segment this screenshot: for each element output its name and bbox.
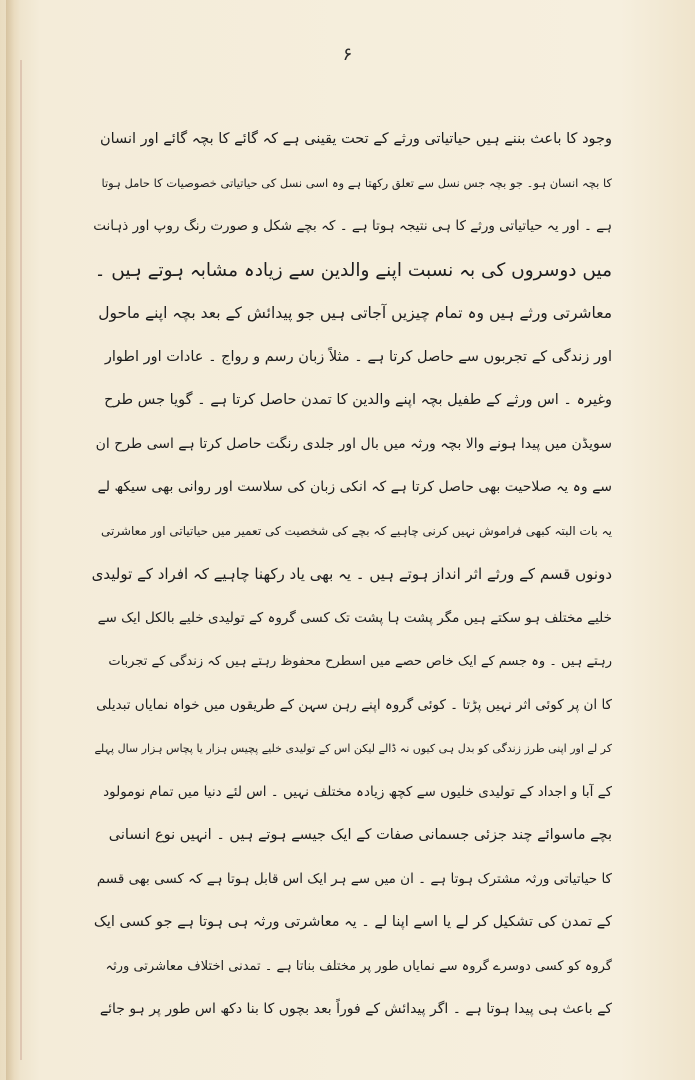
text-line: خلیے مختلف ہو سکتے ہیں مگر پشت ہا پشت تک کسی گروہ کے تولیدی خلیے بالکل ایک سے — [97, 609, 612, 626]
text-line: سویڈن میں پیدا ہونے والا بچہ ورثہ میں بال اور جلدی رنگت حاصل کرتا ہے اسی طرح ان — [95, 435, 612, 452]
text-line: دونوں قسم کے ورثے اثر انداز ہوتے ہیں ۔ یہ بھی یاد رکھنا چاہیے کہ افراد کے تولیدی — [92, 565, 612, 583]
page-binding-shadow — [6, 0, 20, 1080]
text-line: گروہ کو کسی دوسرے گروہ سے نمایاں طور پر مختلف بناتا ہے ۔ تمدنی اختلاف معاشرتی ورثہ — [105, 958, 612, 974]
text-line: رہتے ہیں ۔ وہ جسم کے ایک خاص حصے میں اسطرح محفوظ رہتے ہیں کہ زندگی کے تجربات — [108, 654, 612, 669]
binding-line — [20, 60, 22, 1060]
text-line: وغیرہ ۔ اس ورثے کے طفیل بچہ اپنے والدین کا تمدن حاصل کرتا ہے ۔ گویا جس طرح — [104, 392, 612, 408]
text-line: کا بچہ انسان ہو۔ جو بچہ جس نسل سے تعلق رکھتا ہے وہ اسی نسل کی حیاتیاتی خصوصیات کا حامل ہوتا — [101, 175, 612, 190]
text-line: ہے ۔ اور یہ حیاتیاتی ورثے کا ہی نتیجہ ہوتا ہے ۔ کہ بچے شکل و صورت رنگ روپ اور ذہانت — [93, 218, 612, 234]
text-line: یہ بات البتہ کبھی فراموش نہیں کرنی چاہیے کہ بچے کی شخصیت کی تعمیر میں حیاتیاتی اور معاشرتی — [100, 523, 612, 538]
text-line: کر لے اور اپنی طرز زندگی کو بدل ہی کیوں نہ ڈالے لیکن اس کے تولیدی خلیے پچیس ہزار یا پچاس ہزار سال پہلے — [94, 742, 612, 755]
text-line: سے وہ یہ صلاحیت بھی حاصل کرتا ہے کہ انکی زبان کی سلاست اور روانی بھی سیکھ لے — [97, 479, 612, 495]
text-line: کے باعث ہی پیدا ہوتا ہے ۔ اگر پیدائش کے فوراً بعد بچوں کا بنا دکھ اس طور پر ہو جائے — [99, 1001, 612, 1017]
text-line: وجود کا باعث بننے ہیں حیاتیاتی ورثے کے تحت یقینی ہے کہ گائے کا بچہ گائے اور انسان — [99, 131, 612, 147]
text-line: کا ان پر کوئی اثر نہیں پڑتا ۔ کوئی گروہ اپنے رہن سہن کے طریقوں میں خواہ نمایاں تبدیلی — [96, 696, 612, 713]
page-number: ۶ — [342, 44, 353, 65]
body-text — [92, 118, 612, 1032]
text-line: بچے ماسوائے چند جزئی جسمانی صفات کے ایک جیسے ہوتے ہیں ۔ انہیں نوع انسانی — [108, 827, 612, 843]
text-line: کے تمدن کی تشکیل کر لے یا اسے اپنا لے ۔ یہ معاشرتی ورثہ ہی ہوتا ہے جو کسی ایک — [93, 914, 612, 930]
text-line: اور زندگی کے تجربوں سے حاصل کرتا ہے ۔ مثلاً زبان رسم و رواج ۔ عادات اور اطوار — [104, 348, 612, 365]
text-line: میں دوسروں کی بہ نسبت اپنے والدین سے زیادہ مشابہ ہوتے ہیں ۔ — [94, 259, 612, 281]
text-line: کا حیاتیاتی ورثہ مشترک ہوتا ہے ۔ ان میں سے ہر ایک اس قابل ہوتا ہے کہ کسی بھی قسم — [96, 870, 612, 887]
text-line: کے آبا و اجداد کے تولیدی خلیوں سے کچھ زیادہ مختلف نہیں ۔ اس لئے دنیا میں تمام نومولود — [103, 783, 612, 800]
text-line: معاشرتی ورثے ہیں وہ تمام چیزیں آجاتی ہیں جو پیدائش کے بعد بچہ اپنے ماحول — [98, 304, 612, 322]
